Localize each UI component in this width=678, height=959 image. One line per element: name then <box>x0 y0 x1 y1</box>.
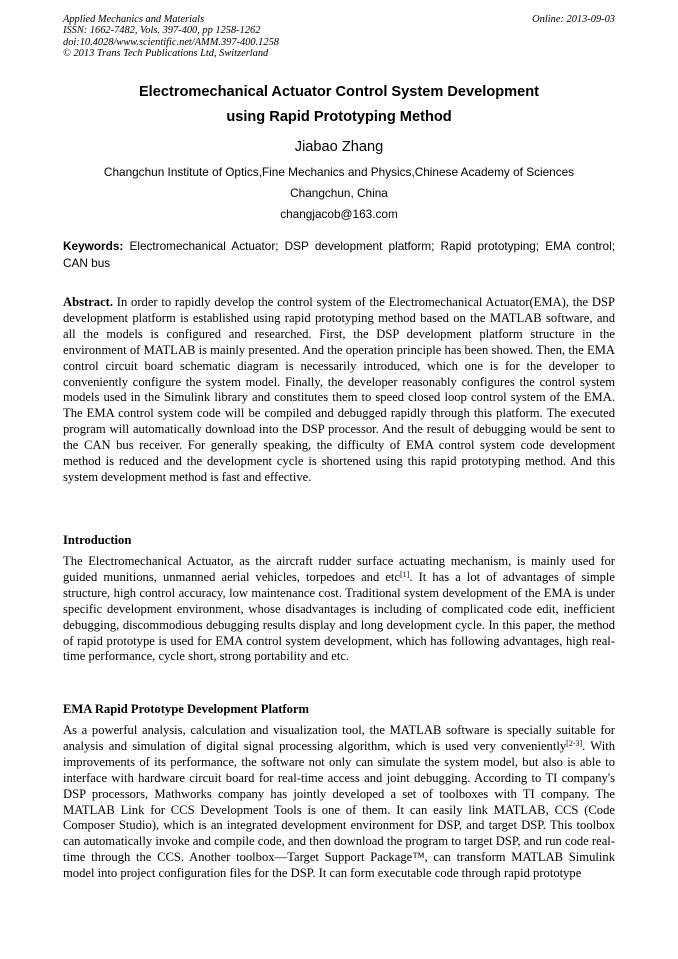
affiliation <box>0 162 678 225</box>
issn-line: ISSN: 1662-7482, Vols. 397-400, pp 1258-1262 <box>63 25 261 37</box>
journal-name: Applied Mechanics and Materials <box>63 14 205 25</box>
title-line-1: Electromechanical Actuator Control System Development <box>138 84 540 100</box>
publication-info <box>63 14 279 60</box>
ema-text-part-2: . With improvements of its performance, the software not only can simulate the system model, but also is able to interface with hardware circuit board for real-time access and joint debugging. According to TI company's DSP processors, Mathworks company has jointly developed a set of toolboxes with TI company. The MATLAB Link for CCS Development Tools is one of them. It can easily link MATLAB, CCS (Code Composer Studio), which is an integrated development environment for DSP, and target DSP. This toolbox can automatically invoke and compile code, and then download the program to target DSP, and run code real-time through the CCS. Another toolbox—Target Support Package™, can transform MATLAB Simulink model into project configuration files for the DSP. It can form executable code through rapid prototype <box>63 738 615 881</box>
keywords-text: Electromechanical Actuator; DSP development platform; Rapid prototyping; EMA control; CAN bus <box>63 239 616 270</box>
keywords-block <box>63 238 615 272</box>
author-name: Jiabao Zhang <box>294 139 384 155</box>
introduction-heading: Introduction <box>63 533 132 547</box>
author-email: changjacob@163.com <box>280 207 398 221</box>
doi-line: doi:10.4028/www.scientific.net/AMM.397-400.1258 <box>63 36 279 48</box>
ema-platform-heading: EMA Rapid Prototype Development Platform <box>63 702 310 716</box>
paper-title <box>0 80 678 130</box>
abstract-label: Abstract. <box>63 295 114 309</box>
ema-text-part-1: As a powerful analysis, calculation and visualization tool, the MATLAB software is specially suitable for analysis and simulation of digital signal processing algorithm, which is used very conveniently <box>63 723 615 753</box>
ema-platform-paragraph <box>63 723 615 882</box>
title-line-2: using Rapid Prototyping Method <box>226 109 452 125</box>
keywords-label: Keywords: <box>63 239 124 253</box>
affiliation-city: Changchun, China <box>290 186 388 200</box>
copyright-line: © 2013 Trans Tech Publications Ltd, Switzerland <box>63 48 269 60</box>
citation-1: [1] <box>400 569 410 579</box>
intro-text-part-1: The Electromechanical Actuator, as the aircraft rudder surface actuating mechanism, is mainly used for guided munitions, unmanned aerial vehicles, torpedoes and etc <box>63 554 615 584</box>
online-date: Online: 2013-09-03 <box>532 14 615 25</box>
introduction-paragraph <box>63 554 615 665</box>
citation-2-3: [2-3] <box>566 738 583 748</box>
abstract-block <box>63 295 615 486</box>
affiliation-institution: Changchun Institute of Optics,Fine Mechanics and Physics,Chinese Academy of Sciences <box>103 165 575 179</box>
abstract-text: In order to rapidly develop the control system of the Electromechanical Actuator(EMA), the DSP development platform is established using rapid prototyping method based on the MATLAB software, and all the models is configured and researched. First, the DSP development platform structure in the environment of MATLAB is mainly presented. And the operation principle has been showed. Then, the EMA control circuit board schematic diagram is necessarily introduced, which one is for the developer to conveniently configure the system model. Finally, the developer reasonably configures the control system models used in the Simulink library and constitutes them to speed closed loop control system of the EMA. The EMA control system code will be compiled and debugged rapidly through this platform. The executed program will automatically download into the DSP processor. And the result of debugging would be sent to the CAN bus receiver. For generally speaking, the difficulty of EMA control system code development method is reduced and the development cycle is shortened using this rapid prototyping method. And this system development method is fast and effective. <box>63 295 615 484</box>
intro-text-part-2: . It has a lot of advantages of simple structure, high control accuracy, low maintenance cost. Traditional system development of the EMA is under specific development environment, whose disadvantages is including of complicated code edit, inefficient debugging, discommodious debugging results display and long development cycle. In this paper, the method of rapid prototype is used for EMA control system development, which has following advantages, high real-time performance, cycle short, strong portability and etc. <box>63 569 615 664</box>
